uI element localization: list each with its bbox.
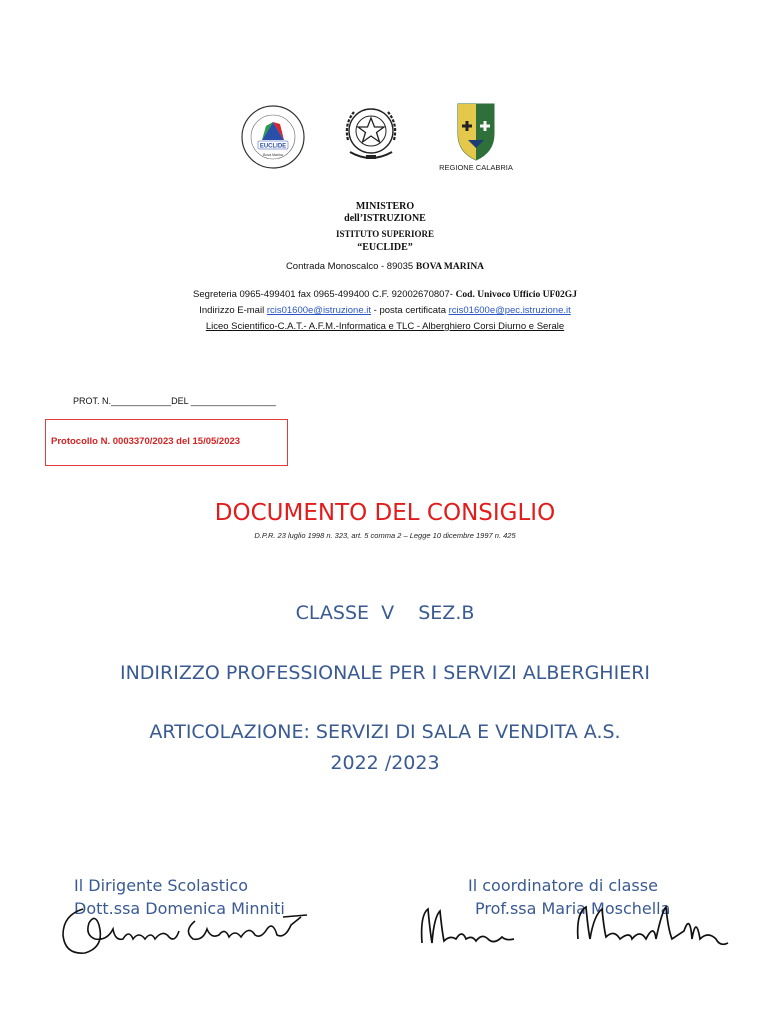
school-address-town: BOVA MARINA (415, 262, 485, 272)
contacts-text: Segreteria 0965-499401 fax 0965-499400 C.F. 92002670807- (193, 289, 456, 300)
school-emails (0, 305, 770, 317)
header-institute: ISTITUTO SUPERIORE (335, 229, 435, 239)
school-contacts (0, 289, 770, 301)
class-heading: CLASSE V SEZ.B (295, 602, 475, 624)
coordinator-role: Il coordinatore di classe (468, 876, 658, 895)
school-address-text: Contrada Monoscalco - 89035 (285, 261, 416, 272)
pec-link[interactable]: rcis01600e@pec.istruzione.it (448, 305, 571, 316)
regione-calabria-logo (438, 100, 514, 174)
header-ministry: MINISTERO (355, 201, 415, 212)
euclide-logo-center-text: EUCLIDE (259, 143, 287, 150)
italian-republic-emblem (340, 100, 402, 166)
euclide-logo (240, 104, 306, 170)
course-heading: INDIRIZZO PROFESSIONALE PER I SERVIZI ALBERGHIERI (119, 662, 651, 684)
protocol-stamp: Protocollo N. 0003370/2023 del 15/05/2023 (51, 436, 241, 447)
school-courses: Liceo Scientifico-C.A.T.- A.F.M.-Informatica e TLC - Alberghiero Corsi Diurno e Serale (205, 321, 565, 332)
school-code: Cod. Univoco Ufficio UF02GJ (455, 290, 577, 300)
header-school-name: “EUCLIDE” (357, 242, 413, 253)
protocol-line: PROT. N.____________DEL _________________ (73, 396, 276, 406)
principal-name: Dott.ssa Domenica Minniti (74, 899, 285, 918)
document-subtitle: D.P.R. 23 luglio 1998 n. 323, art. 5 comma 2 – Legge 10 dicembre 1997 n. 425 (254, 531, 516, 540)
school-year: 2022 /2023 (330, 752, 440, 774)
document-title: DOCUMENTO DEL CONSIGLIO (214, 500, 556, 526)
euclide-logo-under-text: Bova Marina (263, 153, 283, 157)
school-address (0, 261, 770, 273)
pec-prefix: - posta certificata (371, 305, 449, 316)
email-link[interactable]: rcis01600e@istruzione.it (266, 305, 371, 316)
regione-calabria-caption: REGIONE CALABRIA (439, 163, 513, 172)
header-logos (0, 98, 770, 178)
email-prefix: Indirizzo E-mail (199, 305, 267, 316)
coordinator-name: Prof.ssa Maria Moschella (475, 899, 671, 918)
coordinator-signature (410, 895, 730, 970)
header-ministry-sub: dell’ISTRUZIONE (344, 213, 426, 224)
articulation-heading: ARTICOLAZIONE: SERVIZI DI SALA E VENDITA A.S. (149, 721, 621, 743)
principal-role: Il Dirigente Scolastico (74, 876, 249, 895)
principal-signature (55, 895, 315, 965)
